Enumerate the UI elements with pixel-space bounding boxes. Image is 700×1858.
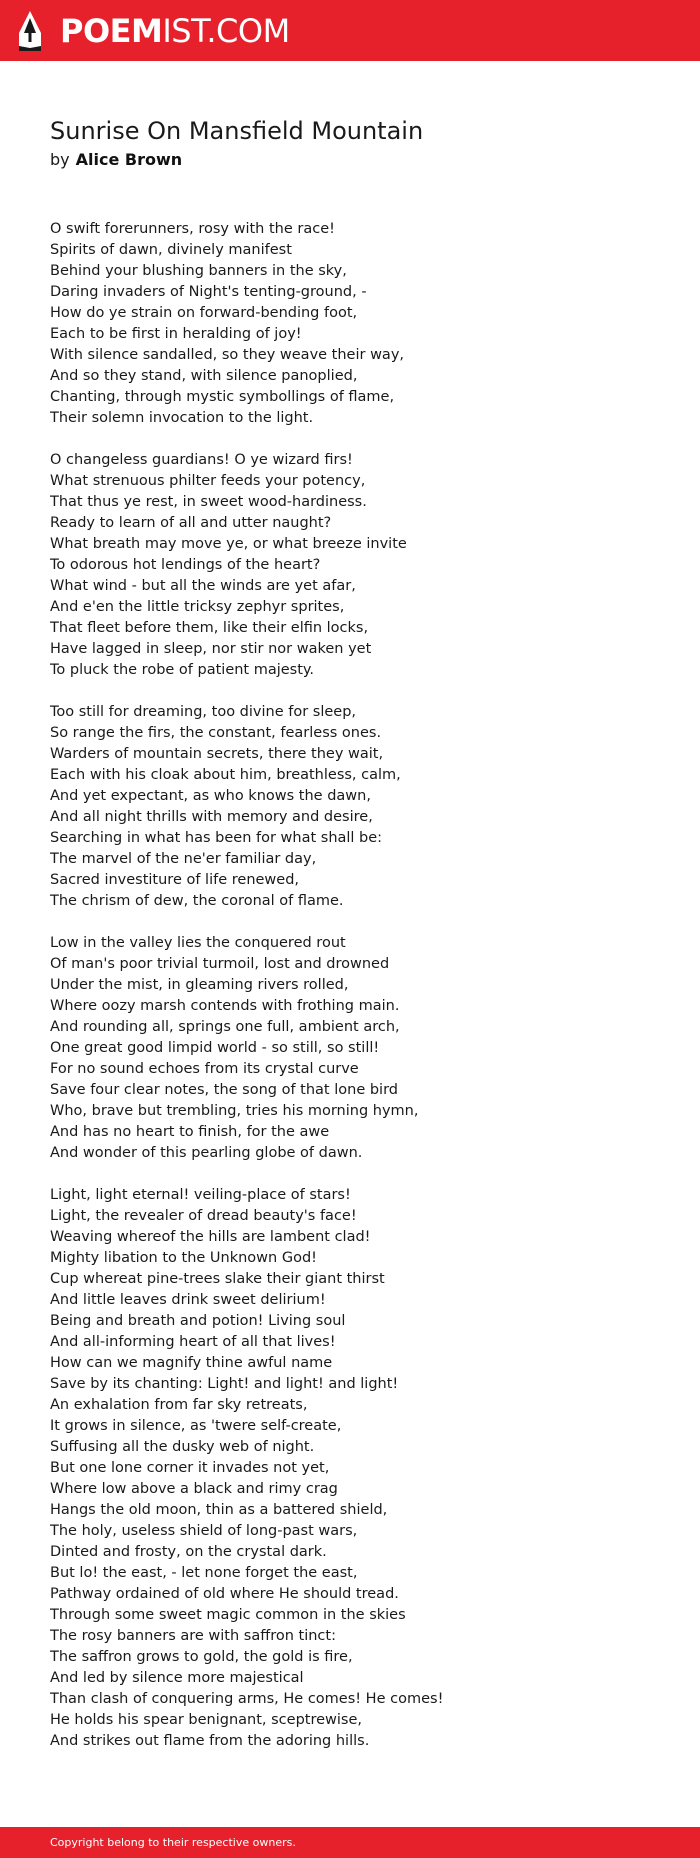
poem-line: And little leaves drink sweet delirium! bbox=[50, 1292, 326, 1308]
poem-line: Where oozy marsh contends with frothing main. bbox=[50, 998, 400, 1014]
poem-line: With silence sandalled, so they weave their way, bbox=[50, 347, 405, 363]
poem-line: Light, the revealer of dread beauty's face! bbox=[50, 1208, 357, 1224]
byline-prefix: by bbox=[50, 150, 70, 169]
poem-header bbox=[50, 114, 650, 171]
poem-title: Sunrise On Mansfield Mountain bbox=[50, 117, 424, 145]
poem-line: Light, light eternal! veiling-place of stars! bbox=[50, 1187, 351, 1203]
poem-byline bbox=[50, 149, 650, 171]
poem-line: What wind - but all the winds are yet afar, bbox=[50, 578, 356, 594]
poem-line: Dinted and frosty, on the crystal dark. bbox=[50, 1544, 327, 1560]
site-logo-link[interactable] bbox=[18, 10, 290, 52]
poem-line: How do ye strain on forward-bending foot, bbox=[50, 305, 358, 321]
poem-line: An exhalation from far sky retreats, bbox=[50, 1397, 308, 1413]
poem-stanza bbox=[50, 1185, 650, 1752]
poem-line: The saffron grows to gold, the gold is fire, bbox=[50, 1649, 353, 1665]
footer-copyright: Copyright belong to their respective owners. bbox=[50, 1836, 296, 1849]
poem-line: And led by silence more majestical bbox=[50, 1670, 304, 1686]
poem-line: Have lagged in sleep, nor stir nor waken yet bbox=[50, 641, 372, 657]
poem-line: The chrism of dew, the coronal of flame. bbox=[50, 893, 344, 909]
poem-line: The rosy banners are with saffron tinct: bbox=[50, 1628, 336, 1644]
poem-line: And strikes out flame from the adoring hills. bbox=[50, 1733, 370, 1749]
poem-line: Sacred investiture of life renewed, bbox=[50, 872, 300, 888]
poem-body bbox=[50, 219, 650, 1773]
poem-stanza bbox=[50, 702, 650, 912]
poem-line: The marvel of the ne'er familiar day, bbox=[50, 851, 317, 867]
poem-line: How can we magnify thine awful name bbox=[50, 1355, 333, 1371]
poem-line: O changeless guardians! O ye wizard firs! bbox=[50, 452, 353, 468]
poem-line: Low in the valley lies the conquered rout bbox=[50, 935, 346, 951]
poem-line: Spirits of dawn, divinely manifest bbox=[50, 242, 292, 258]
poem-line: Being and breath and potion! Living soul bbox=[50, 1313, 346, 1329]
poem-line: And all-informing heart of all that lives! bbox=[50, 1334, 336, 1350]
poem-line: It grows in silence, as 'twere self-create, bbox=[50, 1418, 342, 1434]
poem-line: So range the firs, the constant, fearless ones. bbox=[50, 725, 382, 741]
poem-line: Too still for dreaming, too divine for sleep, bbox=[50, 704, 357, 720]
poem-line: Of man's poor trivial turmoil, lost and drowned bbox=[50, 956, 390, 972]
poem-line: Searching in what has been for what shall be: bbox=[50, 830, 383, 846]
logo-text-light: IST.COM bbox=[162, 12, 290, 50]
poem-line: And wonder of this pearling globe of dawn. bbox=[50, 1145, 363, 1161]
logo-text-bold: POEM bbox=[60, 12, 163, 50]
poem-line: Weaving whereof the hills are lambent clad! bbox=[50, 1229, 371, 1245]
poem-line: To odorous hot lendings of the heart? bbox=[50, 557, 321, 573]
author-link[interactable]: Alice Brown bbox=[75, 150, 183, 169]
poem-line: Each with his cloak about him, breathless, calm, bbox=[50, 767, 401, 783]
poem-line: Hangs the old moon, thin as a battered shield, bbox=[50, 1502, 388, 1518]
poem-line: And has no heart to finish, for the awe bbox=[50, 1124, 330, 1140]
pen-nib-icon bbox=[18, 10, 42, 52]
poem-line: One great good limpid world - so still, so still! bbox=[50, 1040, 380, 1056]
poem-line: Suffusing all the dusky web of night. bbox=[50, 1439, 315, 1455]
poem-stanza bbox=[50, 450, 650, 681]
poem-line: Save by its chanting: Light! and light! and light! bbox=[50, 1376, 399, 1392]
poem-line: Where low above a black and rimy crag bbox=[50, 1481, 338, 1497]
poem-line: That thus ye rest, in sweet wood-hardiness. bbox=[50, 494, 367, 510]
poem-line: Pathway ordained of old where He should tread. bbox=[50, 1586, 399, 1602]
poem-line: But lo! the east, - let none forget the east, bbox=[50, 1565, 358, 1581]
poem-line: Warders of mountain secrets, there they wait, bbox=[50, 746, 384, 762]
poem-stanza bbox=[50, 219, 650, 429]
poem-line: Their solemn invocation to the light. bbox=[50, 410, 314, 426]
poem-line: Chanting, through mystic symbollings of flame, bbox=[50, 389, 395, 405]
site-header bbox=[0, 0, 700, 61]
poem-line: Mighty libation to the Unknown God! bbox=[50, 1250, 317, 1266]
poem-line: To pluck the robe of patient majesty. bbox=[50, 662, 315, 678]
poem-line: What strenuous philter feeds your potency, bbox=[50, 473, 366, 489]
poem-line: Through some sweet magic common in the skies bbox=[50, 1607, 406, 1623]
poem-line: And all night thrills with memory and desire, bbox=[50, 809, 373, 825]
poem-line: Cup whereat pine-trees slake their giant thirst bbox=[50, 1271, 385, 1287]
poem-line: For no sound echoes from its crystal curve bbox=[50, 1061, 359, 1077]
poem-line: O swift forerunners, rosy with the race! bbox=[50, 221, 335, 237]
poem-line: And rounding all, springs one full, ambient arch, bbox=[50, 1019, 400, 1035]
poem-line: Under the mist, in gleaming rivers rolled, bbox=[50, 977, 349, 993]
poem-line: And yet expectant, as who knows the dawn, bbox=[50, 788, 371, 804]
poem-line: Ready to learn of all and utter naught? bbox=[50, 515, 332, 531]
poem-line: Each to be first in heralding of joy! bbox=[50, 326, 302, 342]
site-footer bbox=[0, 1827, 700, 1858]
poem-line: He holds his spear benignant, sceptrewise, bbox=[50, 1712, 362, 1728]
poem-line: And so they stand, with silence panoplied, bbox=[50, 368, 358, 384]
poem-line: And e'en the little tricksy zephyr sprites, bbox=[50, 599, 345, 615]
poem-line: But one lone corner it invades not yet, bbox=[50, 1460, 330, 1476]
poem-line: Daring invaders of Night's tenting-ground, - bbox=[50, 284, 367, 300]
poem-line: That fleet before them, like their elfin locks, bbox=[50, 620, 369, 636]
poem-line: The holy, useless shield of long-past wars, bbox=[50, 1523, 358, 1539]
poem-line: What breath may move ye, or what breeze invite bbox=[50, 536, 407, 552]
poem-stanza bbox=[50, 933, 650, 1164]
site-logo-text bbox=[60, 10, 290, 52]
poem-line: Save four clear notes, the song of that lone bird bbox=[50, 1082, 398, 1098]
poem-line: Than clash of conquering arms, He comes! He comes! bbox=[50, 1691, 444, 1707]
poem-line: Behind your blushing banners in the sky, bbox=[50, 263, 347, 279]
poem-line: Who, brave but trembling, tries his morning hymn, bbox=[50, 1103, 419, 1119]
